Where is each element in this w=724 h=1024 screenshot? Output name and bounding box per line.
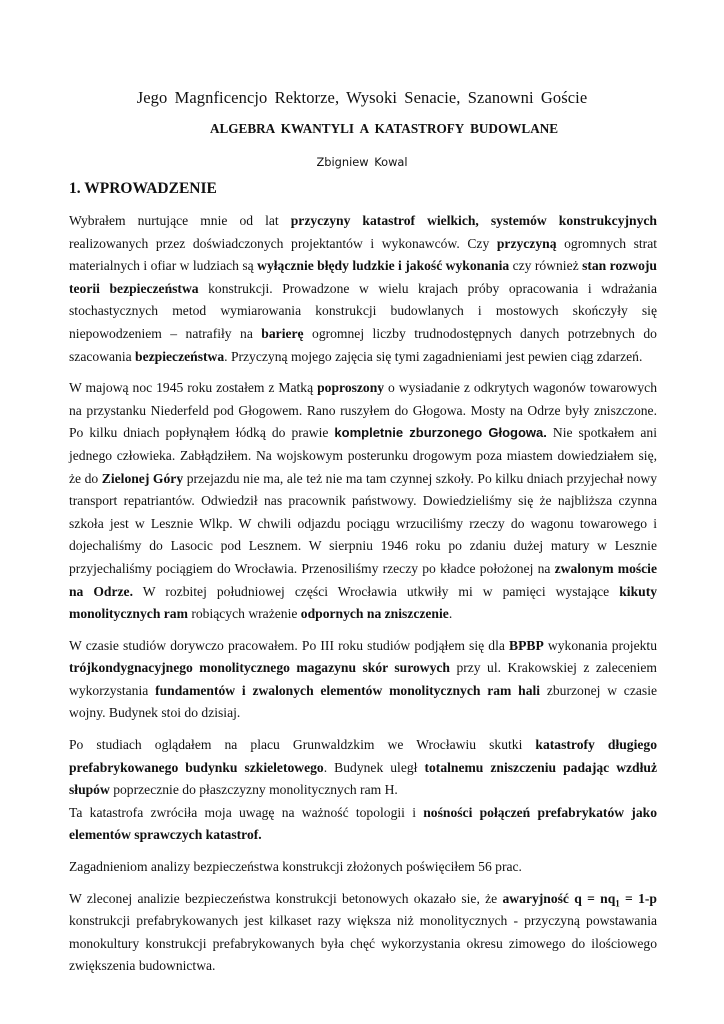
paragraph-failure-rate [69, 888, 657, 978]
bold-run: wyłącznie błędy ludzkie i jakość wykonania [257, 258, 510, 274]
text-run: Zagadnieniom analizy bezpieczeństwa konstrukcji złożonych poświęciłem 56 prac. [69, 859, 522, 875]
text-run: zburzonej w czasie wojny. Budynek stoi do dzisiaj. [69, 682, 658, 721]
bold-run: katastrofy długiego prefabrykowanego budynku szkieletowego [69, 737, 657, 775]
bold-run: kompletnie zburzonego Głogowa. [334, 425, 547, 441]
document-body [69, 210, 657, 987]
paragraph-causes [69, 210, 657, 368]
greeting-line: Jego Magnficencjo Rektorze, Wysoki Senacie, Szanowni Goście [136, 88, 588, 107]
paragraph-grunwaldzki [69, 734, 657, 802]
text-run: ogromnej liczby trudnodostępnych danych potrzebnych do szacowania [69, 325, 657, 364]
bold-run: kikuty monolitycznych ram [69, 583, 658, 622]
text-run: W czasie studiów dorywczo pracowałem. Po III roku studiów podjąłem się dla [69, 637, 510, 653]
paragraph-1945 [69, 377, 657, 626]
text-run: czy również [509, 258, 583, 274]
text-run: realizowanych przez doświadczonych projektantów i wykonawców. Czy [69, 235, 497, 251]
bold-run: trójkondygnacyjnego monolitycznego magazynu skór surowych [69, 660, 450, 676]
bold-run: Zielonej Góry [101, 470, 184, 486]
bold-run: = 1-p [619, 890, 657, 906]
text-run: Wybrałem nurtujące mnie od lat [69, 213, 291, 228]
text-run: konstrukcji prefabrykowanych jest kilkaset razy większa niż monolitycznych - przyczyną powstawania monokultury konstrukcji prefabrykowanych była chęć wykorzystania okresu zimowego do ilościowego zwiększenia budownictwa. [69, 913, 657, 974]
bold-run: totalnemu zniszczeniu padając wzdłuż słupów [69, 759, 657, 798]
text-run: przy ul. Krakowskiej z zaleceniem wykorzystania [69, 660, 657, 698]
text-run: Po studiach oglądałem na placu Grunwaldzkim we Wrocławiu skutki [69, 737, 536, 753]
bold-run: odpornych na zniszczenie [300, 606, 449, 622]
bold-run: BPBP [509, 637, 544, 653]
text-run: robiących wrażenie [187, 606, 301, 622]
text-run: o wysiadanie z odkrytych wagonów towarowych na przystanku Niederfeld pod Głogowem. Rano ruszyłem do Głogowa. Mosty na Odrze były zniszczone. Po kilku dniach popłynąłem łódką do prawie [69, 380, 657, 441]
bold-run: barierę [261, 325, 304, 341]
section-heading: 1. WPROWADZENIE [69, 180, 217, 197]
text-run: W rozbitej południowej części Wrocławia utkwiły mi w pamięci wystające [133, 583, 620, 599]
bold-run: fundamentów i zwalonych elementów monolitycznych ram hali [155, 682, 541, 698]
bold-run: awaryjność q = nq [502, 890, 616, 906]
text-run: wykonania projektu [543, 637, 657, 653]
text-run: . [448, 606, 453, 622]
paragraph-topology [69, 802, 657, 847]
text-run: Ta katastrofa zwróciła moja uwagę na ważność topologii i [69, 804, 424, 820]
text-run: przejazdu nie ma, ale też nie ma tam czynnej szkoły. Po kilku dniach przyjechał nowy transport repatriantów. Odwiedził nas pracownik państwowy. Dowiedzieliśmy się że najbliższa czynna szkoła jest w Lesznie Wlkp. W chwili odjazdu pociągu wrzuciliśmy rzeczy do wagonu towarowego i dojechaliśmy do Lasocic pod Lesznem. W sierpniu 1946 roku po zdaniu dużej matury w Lesznie przyjechaliśmy pociągiem do Wrocławia. Przenosiliśmy rzeczy po kładce położonej na [69, 470, 657, 576]
document-title: ALGEBRA KWANTYLI A KATASTROFY BUDOWLANE [209, 121, 559, 136]
bold-run: stan rozwoju teorii bezpieczeństwa [69, 258, 657, 296]
text-run: . Przyczyną mojego zajęcia się tymi zagadnieniami jest pewien ciąg zdarzeń. [224, 348, 643, 364]
bold-run: przyczyną [496, 235, 557, 251]
text-run: Nie spotkałem ani jednego człowieka. Zabłądziłem. Na wojskowym posterunku drogowym poza miastem dowiedziałem się, że do [69, 425, 657, 486]
bold-run: bezpieczeństwa [135, 348, 225, 364]
author-name: Zbigniew Kowal [316, 155, 408, 169]
text-run: W zleconej analizie bezpieczeństwa konstrukcji betonowych okazało sie, że [69, 890, 503, 906]
bold-run: nośności połączeń prefabrykatów jako elementów sprawczych katastrof. [69, 804, 657, 843]
bold-run: przyczyny katastrof wielkich, systemów konstrukcyjnych [290, 213, 657, 228]
text-run: konstrukcji. Prowadzone w wielu krajach próby opracowania i wdrażania stochastycznych metod wymiarowania konstrukcji budowlanych i mostowych skończyły się niepowodzeniem – natrafiły na [69, 280, 657, 341]
text-run: ogromnych strat materialnych i ofiar w ludziach są [69, 235, 658, 274]
text-run: W majową noc 1945 roku zostałem z Matką [69, 380, 318, 396]
bold-run: poproszony [317, 380, 385, 396]
text-run: . Budynek uległ [323, 759, 425, 775]
subscript: 1 [615, 898, 620, 909]
text-run: poprzecznie do płaszczyzny monolitycznych ram H. [109, 782, 398, 798]
bold-run: zwalonym moście na Odrze. [69, 560, 657, 599]
paragraph-publications [69, 856, 657, 879]
paragraph-studies [69, 635, 657, 725]
